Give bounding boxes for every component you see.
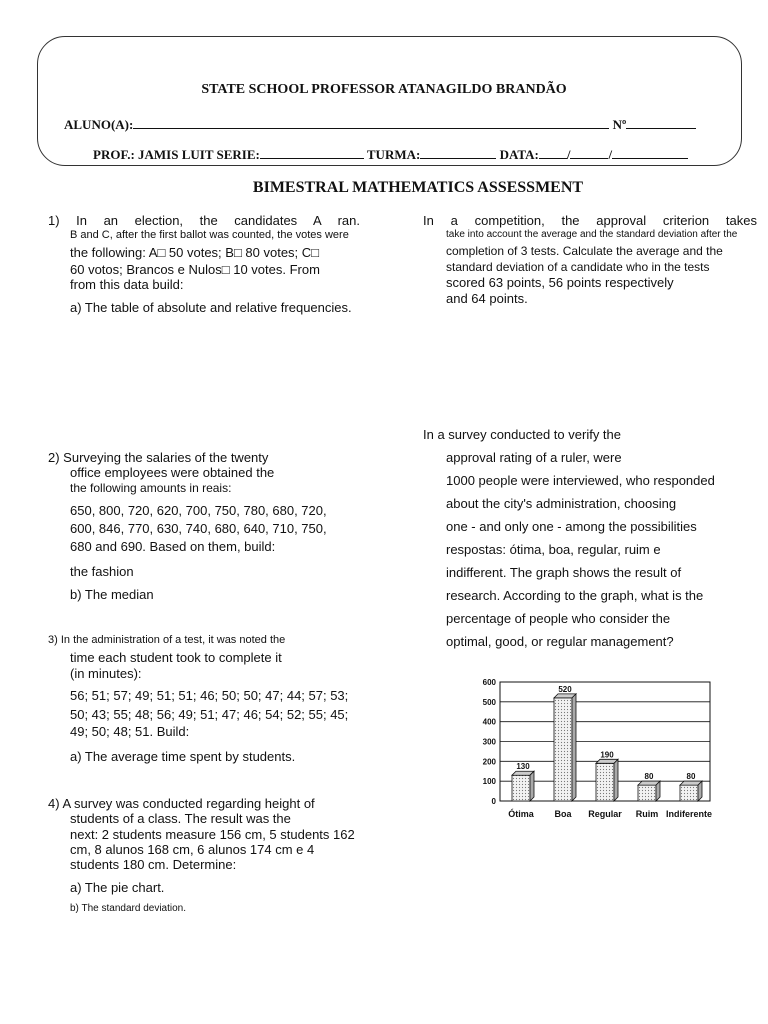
bar xyxy=(512,775,530,801)
date-month-blank[interactable] xyxy=(570,147,608,159)
y-tick-label: 400 xyxy=(482,717,496,727)
q4-line: students 180 cm. Determine: xyxy=(70,857,237,872)
series-blank[interactable] xyxy=(260,147,364,159)
q1-item-a: a) The table of absolute and relative frequencies. xyxy=(70,300,352,315)
rq1-line: completion of 3 tests. Calculate the average and the xyxy=(446,244,723,258)
q3-data: 56; 51; 57; 49; 51; 51; 46; 50; 50; 47; 44; 57; 53; xyxy=(70,688,349,703)
bar-value-label: 80 xyxy=(686,772,696,782)
y-tick-label: 300 xyxy=(482,737,496,747)
student-number-label: Nº xyxy=(612,117,627,132)
y-tick-label: 200 xyxy=(482,757,496,767)
rq2-line: about the city's administration, choosing xyxy=(446,496,677,511)
q4-line: next: 2 students measure 156 cm, 5 students 162 xyxy=(70,827,355,842)
bar-side xyxy=(530,771,534,801)
date-label: DATA: xyxy=(499,147,539,162)
q4-line: students of a class. The result was the xyxy=(70,811,291,826)
q2-data: 600, 846, 770, 630, 740, 680, 640, 710, 750, xyxy=(70,521,327,536)
q4-line: 4) A survey was conducted regarding height of xyxy=(48,796,315,811)
q1-line: 60 votos; Brancos e Nulos□ 10 votes. From xyxy=(70,262,320,277)
q2-data: 650, 800, 720, 620, 700, 750, 780, 680, 720, xyxy=(70,503,327,518)
q2-line: 2) Surveying the salaries of the twenty xyxy=(48,450,269,465)
q3-line: 3) In the administration of a test, it was noted the xyxy=(48,634,286,646)
category-label: Boa xyxy=(554,809,572,819)
q4-item-b: b) The standard deviation. xyxy=(70,903,187,914)
right-question-1 xyxy=(423,213,757,228)
q3-item-a: a) The average time spent by students. xyxy=(70,749,296,764)
rq1-line: take into account the average and the standard deviation after the xyxy=(446,229,738,240)
bar-side xyxy=(698,781,702,801)
document-title: BIMESTRAL MATHEMATICS ASSESSMENT xyxy=(252,179,584,196)
rq2-line: respostas: ótima, boa, regular, ruim e xyxy=(446,542,661,557)
q4-line: cm, 8 alunos 168 cm, 6 alunos 174 cm e 4 xyxy=(70,842,315,857)
y-tick-label: 500 xyxy=(482,697,496,707)
bar xyxy=(638,785,656,801)
rq2-line: 1000 people were interviewed, who responded xyxy=(446,473,715,488)
bar xyxy=(554,698,572,801)
bar-side xyxy=(656,781,660,801)
rq2-line: one - and only one - among the possibilities xyxy=(446,519,697,534)
question-1 xyxy=(48,213,360,228)
bar-value-label: 520 xyxy=(558,684,572,694)
rq2-line: approval rating of a ruler, were xyxy=(446,450,622,465)
q2-data: 680 and 690. Based on them, build: xyxy=(70,539,276,554)
q2-item-b: b) The median xyxy=(70,587,154,602)
rq2-line: research. According to the graph, what is the xyxy=(446,588,704,603)
y-tick-label: 0 xyxy=(491,797,496,806)
y-tick-label: 600 xyxy=(482,678,496,687)
date-slash: / xyxy=(608,147,613,162)
bar xyxy=(596,763,614,801)
rq1-line: In a competition, the approval criterion takes xyxy=(423,213,757,228)
chart-bars xyxy=(512,694,702,801)
q1-line: 1) In an election, the candidates A ran. xyxy=(48,213,360,228)
q4-item-a: a) The pie chart. xyxy=(70,880,165,895)
category-label: Regular xyxy=(588,809,622,819)
rq1-line: and 64 points. xyxy=(446,291,528,306)
bar-side xyxy=(614,759,618,801)
student-name-blank[interactable] xyxy=(133,117,609,129)
rq2-line: percentage of people who consider the xyxy=(446,611,671,626)
teacher-series-label: PROF.: JAMIS LUIT SERIE: xyxy=(93,147,260,162)
q1-line: B and C, after the first ballot was counted, the votes were xyxy=(70,229,349,241)
q1-line: the following: A□ 50 votes; B□ 80 votes; C□ xyxy=(70,245,320,260)
teacher-line xyxy=(93,147,688,163)
bar-side xyxy=(572,694,576,801)
date-slash: / xyxy=(566,147,571,162)
category-label: Ruim xyxy=(635,809,659,819)
category-label: Indiferente xyxy=(665,809,713,819)
class-label: TURMA: xyxy=(366,147,421,162)
student-number-blank[interactable] xyxy=(626,117,696,129)
student-name-line xyxy=(64,117,696,133)
bar-value-label: 130 xyxy=(516,762,530,772)
rq1-line: scored 63 points, 56 points respectively xyxy=(446,275,674,290)
class-blank[interactable] xyxy=(420,147,496,159)
q3-line: (in minutes): xyxy=(70,666,142,681)
date-year-blank[interactable] xyxy=(612,147,688,159)
category-label: Ótima xyxy=(508,809,534,819)
approval-bar-chart xyxy=(470,672,720,822)
student-name-label: ALUNO(A): xyxy=(64,117,134,132)
rq1-line: standard deviation of a candidate who in the tests xyxy=(446,260,710,274)
bar-value-label: 190 xyxy=(600,750,614,760)
rq2-line: In a survey conducted to verify the xyxy=(423,427,621,442)
school-name: STATE SCHOOL PROFESSOR ATANAGILDO BRANDÃO xyxy=(201,82,567,97)
q2-item-a: the fashion xyxy=(70,564,134,579)
date-day-blank[interactable] xyxy=(539,147,567,159)
q1-line: from this data build: xyxy=(70,277,184,292)
y-tick-label: 100 xyxy=(482,777,496,787)
rq2-line: optimal, good, or regular management? xyxy=(446,634,674,649)
q2-line: office employees were obtained the xyxy=(70,465,275,480)
q2-line: the following amounts in reais: xyxy=(70,481,232,495)
rq2-line: indifferent. The graph shows the result of xyxy=(446,565,682,580)
bar xyxy=(680,785,698,801)
bar-value-label: 80 xyxy=(644,772,654,782)
q3-data: 49; 50; 48; 51. Build: xyxy=(70,724,190,739)
q3-line: time each student took to complete it xyxy=(70,650,282,665)
q3-data: 50; 43; 55; 48; 56; 49; 51; 47; 46; 54; 52; 55; 45; xyxy=(70,707,349,722)
